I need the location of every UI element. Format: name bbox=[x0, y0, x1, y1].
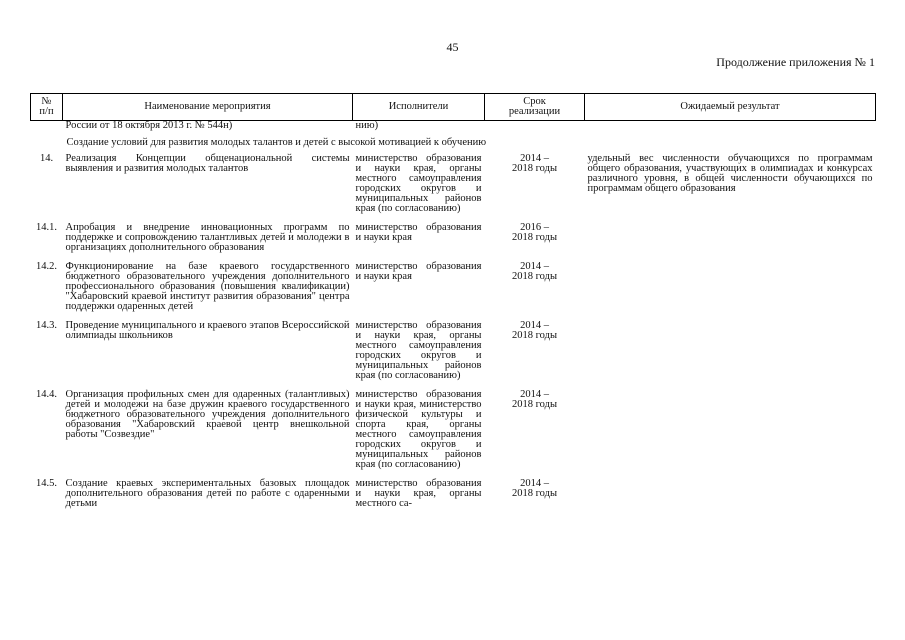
section-row bbox=[31, 131, 876, 154]
header-expected-result: Ожидаемый результат bbox=[585, 94, 876, 121]
row-activity-name: Функционирование на базе краевого государственного бюджетного образовательного учреждения дополнительного профессионального образования (повышения квалификации) "Хабаровский краевой институт развития образования" центра поддержки одаренных детей bbox=[65, 261, 350, 312]
table-row bbox=[31, 154, 876, 223]
table-row bbox=[31, 262, 876, 321]
table-row bbox=[31, 390, 876, 479]
row-executors: министерство образования и науки края, органы местного самоуправления городских округов и муниципальных районов края (по согласованию) bbox=[355, 153, 482, 214]
table-row bbox=[31, 223, 876, 262]
row-expected-result bbox=[585, 479, 876, 518]
table-row bbox=[31, 321, 876, 390]
row-term: 2014 – 2018 годы bbox=[511, 261, 557, 282]
row-number: 14.5. bbox=[36, 478, 57, 489]
row-activity-name: Организация профильных смен для одаренных (талантливых) детей и молодежи на базе дружин краевого государственного бюджетного образовательного учреждения дополнительного образования "Хабаровский краевой центр внешкольной работы "Созвездие" bbox=[65, 389, 350, 440]
appendix-continuation-label: Продолжение приложения № 1 bbox=[716, 55, 875, 69]
row-term: 2014 – 2018 годы bbox=[511, 320, 557, 341]
row-number: 14.1. bbox=[36, 222, 57, 233]
row-term: 2014 – 2018 годы bbox=[511, 153, 557, 174]
table-header-row bbox=[31, 94, 876, 121]
row-expected-result bbox=[585, 390, 876, 479]
row-executors: министерство образования и науки края, министерство физической культуры и спорта края, органы местного самоуправления городских округов и муниципальных районов края (по согласованию) bbox=[355, 389, 482, 470]
row-executors: министерство образования и науки края bbox=[355, 261, 482, 282]
header-number: № п/п bbox=[31, 94, 63, 121]
continued-name-cell: России от 18 октября 2013 г. № 544н) bbox=[65, 120, 233, 131]
header-activity-name: Наименование мероприятия bbox=[63, 94, 353, 121]
row-expected-result bbox=[585, 262, 876, 321]
row-number: 14.2. bbox=[36, 261, 57, 272]
activities-table bbox=[30, 93, 876, 518]
row-expected-result bbox=[585, 321, 876, 390]
row-number: 14. bbox=[39, 153, 54, 164]
row-number: 14.3. bbox=[36, 320, 57, 331]
row-activity-name: Реализация Концепции общенациональной системы выявления и развития молодых талантов bbox=[65, 153, 350, 174]
row-activity-name: Апробация и внедрение инновационных программ по поддержке и сопровождению талантливых детей и молодежи в организациях дополнительного образования bbox=[65, 222, 350, 253]
row-executors: министерство образования и науки края, органы местного самоуправления городских округов и муниципальных районов края (по согласованию) bbox=[355, 320, 482, 381]
row-executors: министерство образования и науки края bbox=[355, 222, 482, 243]
row-term: 2014 – 2018 годы bbox=[511, 389, 557, 410]
row-term: 2016 – 2018 годы bbox=[511, 222, 557, 243]
header-executors: Исполнители bbox=[353, 94, 485, 121]
row-activity-name: Создание краевых экспериментальных базовых площадок дополнительного образования детей по работе с одаренными детьми bbox=[65, 478, 350, 509]
table-row bbox=[31, 479, 876, 518]
row-activity-name: Проведение муниципального и краевого этапов Всероссийской олимпиады школьников bbox=[65, 320, 350, 341]
continued-executors-cell: нию) bbox=[355, 120, 379, 131]
row-number: 14.4. bbox=[36, 389, 57, 400]
row-expected-result bbox=[585, 223, 876, 262]
row-expected-result: удельный вес численности обучающихся по программам общего образования, участвующих в олимпиадах и конкурсах различного уровня, в общей численности обучающихся по программам общего образования bbox=[587, 153, 873, 194]
continued-row bbox=[31, 121, 876, 132]
row-term: 2014 – 2018 годы bbox=[511, 478, 557, 499]
row-executors: министерство образования и науки края, органы местного са- bbox=[355, 478, 482, 509]
header-term: Срок реализации bbox=[485, 94, 585, 121]
section-title: Создание условий для развития молодых талантов и детей с высокой мотивацией к обучению bbox=[66, 137, 487, 148]
page-number: 45 bbox=[446, 40, 459, 54]
